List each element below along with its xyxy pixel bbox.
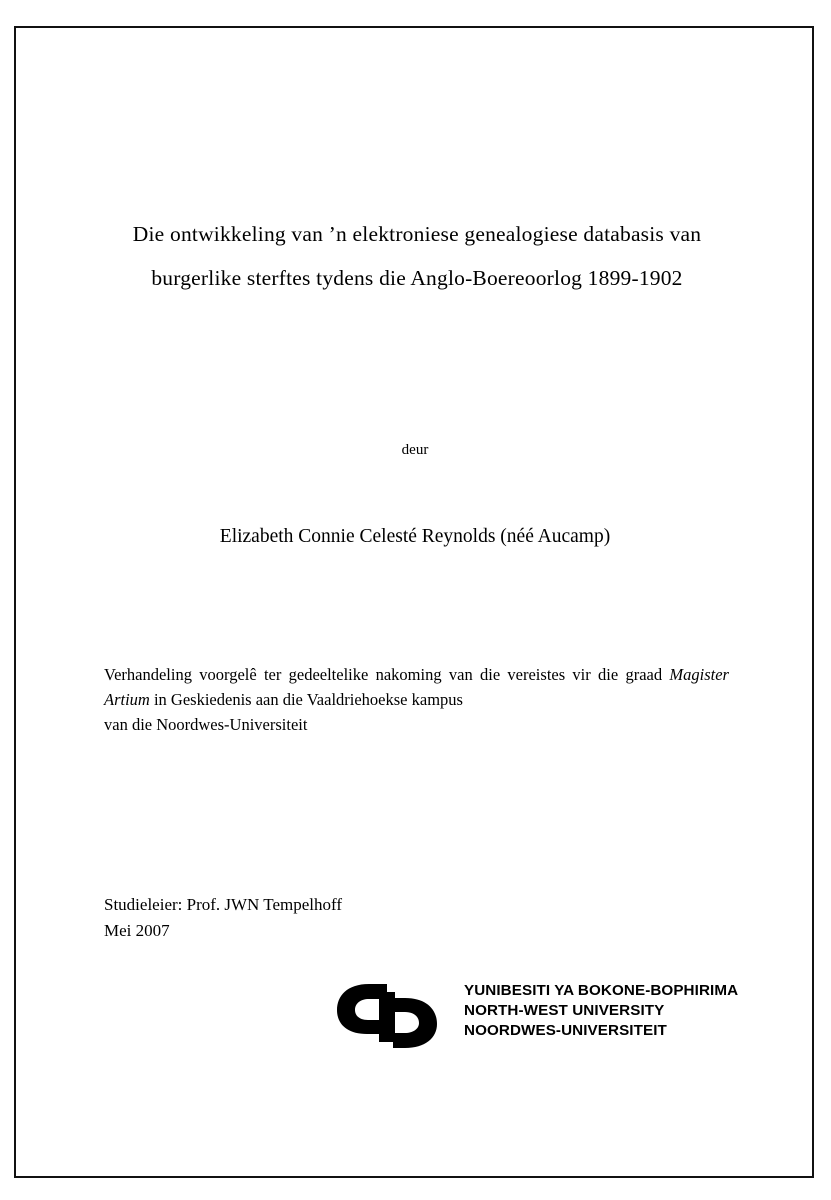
supervisor-line: Studieleier: Prof. JWN Tempelhoff (104, 895, 343, 914)
degree-statement (104, 662, 729, 737)
university-logo (250, 976, 739, 1056)
statement-line-2-prefix: graad (625, 665, 670, 684)
degree-name: Magister Artium (104, 665, 729, 709)
university-logo-text (464, 981, 738, 1041)
statement-line-3: van die Noordwes-Universiteit (104, 715, 308, 734)
north-west-university-logo-mark-icon (335, 980, 453, 1052)
logo-text-line-3: NOORDWES-UNIVERSITEIT (464, 1022, 667, 1039)
title-line-2: burgerlike sterftes tydens die Anglo-Boereoorlog 1899-1902 (151, 266, 683, 290)
statement-line-2-suffix: in Geskiedenis aan die Vaaldriehoekse kampus (149, 690, 463, 709)
title-line-1: Die ontwikkeling van ’n elektroniese genealogiese databasis van (132, 222, 702, 246)
author-name: Elizabeth Connie Celesté Reynolds (néé Aucamp) (219, 526, 611, 547)
by-word: deur (401, 442, 429, 458)
logo-text-line-1: YUNIBESITI YA BOKONE-BOPHIRIMA (464, 982, 739, 999)
logo-text-line-2: NORTH-WEST UNIVERSITY (464, 1002, 665, 1019)
supervisor-block (104, 892, 664, 944)
statement-line-1: Verhandeling voorgelê ter gedeeltelike nakoming van die vereistes vir die (104, 665, 619, 684)
date-line: Mei 2007 (104, 921, 170, 940)
page-content (90, 26, 740, 1178)
page-title (98, 212, 736, 300)
